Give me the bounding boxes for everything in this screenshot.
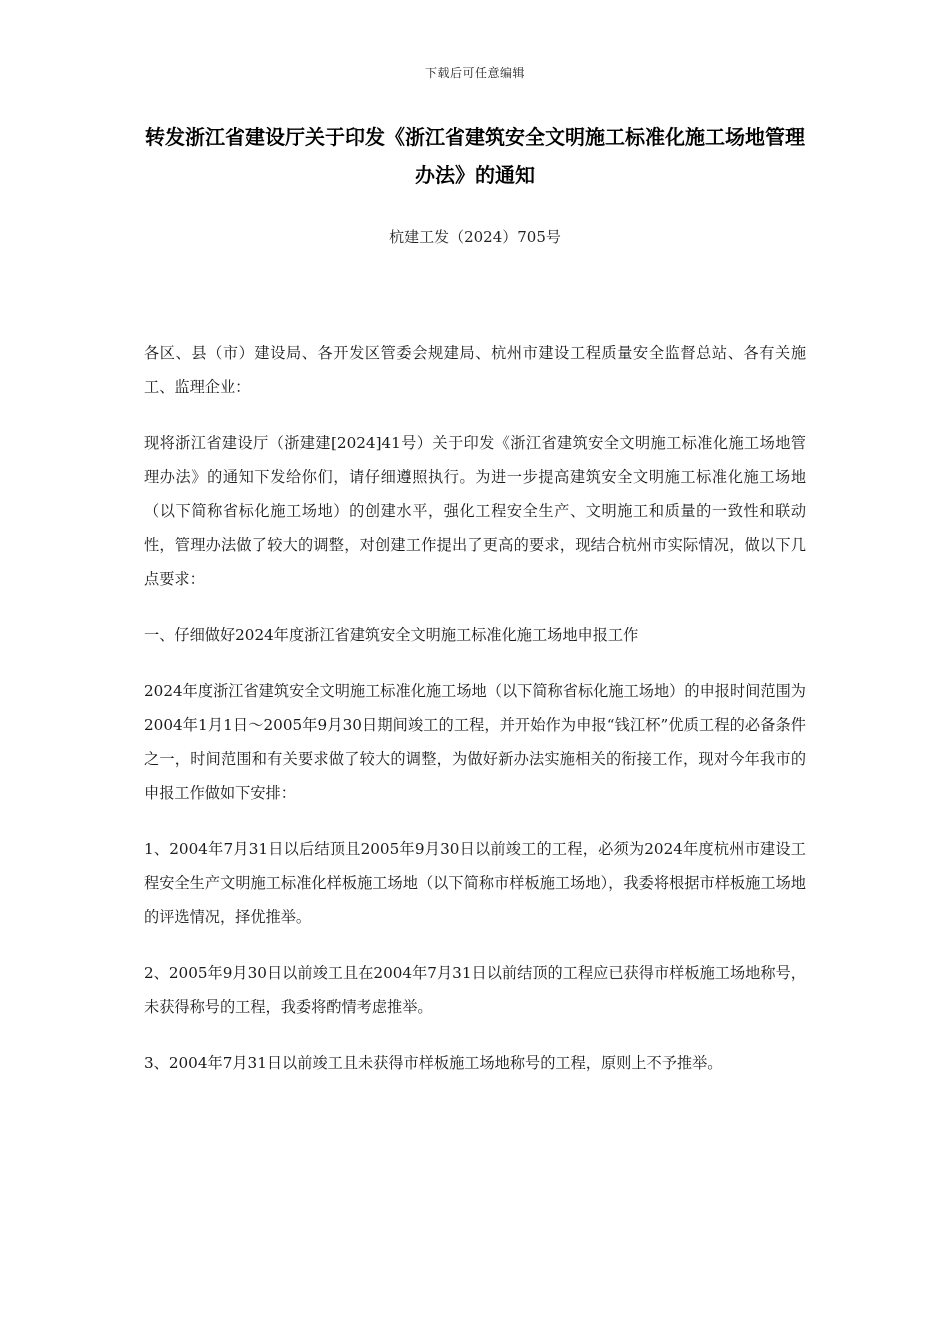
document-body xyxy=(144,336,806,1102)
list-item: 3、2004年7月31日以前竣工且未获得市样板施工场地称号的工程，原则上不予推举。 xyxy=(144,1054,723,1072)
body-paragraph: 2024年度浙江省建筑安全文明施工标准化施工场地（以下简称省标化施工场地）的申报时间范围为2004年1月1日～2005年9月30日期间竣工的工程，并开始作为申报“钱江杯”优质工程的必备条件之一，时间范围和有关要求做了较大的调整，为做好新办法实施相关的衔接工作，现对今年我市的申报工作做如下安排： xyxy=(144,682,806,802)
document-title: 转发浙江省建设厅关于印发《浙江省建筑安全文明施工标准化施工场地管理办法》的通知 xyxy=(145,125,805,187)
list-item: 2、2005年9月30日以前竣工且在2004年7月31日以前结顶的工程应已获得市样板施工场地称号，未获得称号的工程，我委将酌情考虑推举。 xyxy=(144,964,806,1016)
list-item: 1、2004年7月31日以后结顶且2005年9月30日以前竣工的工程，必须为2024年度杭州市建设工程安全生产文明施工标准化样板施工场地（以下简称市样板施工场地），我委将根据市样板施工场地的评选情况，择优推举。 xyxy=(144,840,806,926)
section-heading: 一、仔细做好2024年度浙江省建筑安全文明施工标准化施工场地申报工作 xyxy=(144,626,639,644)
intro-paragraph: 现将浙江省建设厅（浙建建[2024]41号）关于印发《浙江省建筑安全文明施工标准化施工场地管理办法》的通知下发给你们，请仔细遵照执行。为进一步提高建筑安全文明施工标准化施工场地（以下简称省标化施工场地）的创建水平，强化工程安全生产、文明施工和质量的一致性和联动性，管理办法做了较大的调整，对创建工作提出了更高的要求，现结合杭州市实际情况，做以下几点要求： xyxy=(144,434,806,588)
document-number: 杭建工发（2024）705号 xyxy=(389,228,561,246)
salutation-paragraph: 各区、县（市）建设局、各开发区管委会规建局、杭州市建设工程质量安全监督总站、各有关施工、监理企业： xyxy=(144,344,806,396)
header-note: 下载后可任意编辑 xyxy=(424,66,525,80)
